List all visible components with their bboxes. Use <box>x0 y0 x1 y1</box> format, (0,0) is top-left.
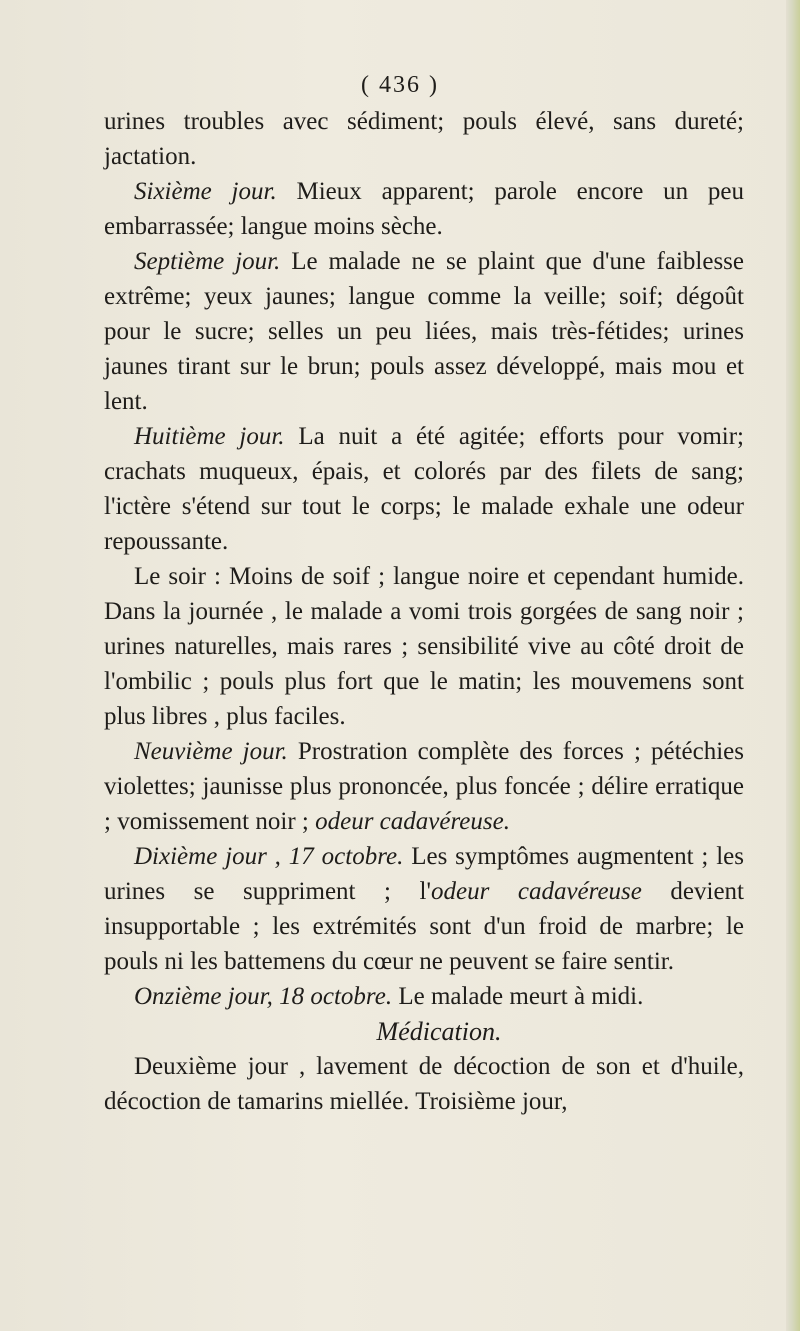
paragraph-sixieme: Sixième jour. Mieux apparent; parole encore un peu embarrassée; langue moins sèche. <box>104 178 745 240</box>
paragraph-neuvieme: Neuvième jour. Prostration complète des forces ; pétéchies violettes; jaunisse plus prononcée, plus foncée ; délire erratique ; vomissement noir ; odeur cadavéreuse. <box>104 738 744 835</box>
page-edge <box>786 0 800 1331</box>
body-text <box>104 104 744 1119</box>
section-heading: Médication. <box>376 1017 502 1046</box>
paragraph-septieme: Septième jour. Le malade ne se plaint que d'une faiblesse extrême; yeux jaunes; langue comme la veille; soif; dégoût pour le sucre; selles un peu liées, mais très-fétides; urines jaunes tirant sur le brun; pouls assez développé, mais mou et lent. <box>104 248 745 415</box>
paragraph-le-soir: Le soir : Moins de soif ; langue noire et cependant humide. Dans la journée , le malade a vomi trois gorgées de sang noir ; urines naturelles, mais rares ; sensibilité vive au côté droit de l'ombilic ; pouls plus fort que le matin; les mouvemens sont plus libres , plus faciles. <box>104 563 744 730</box>
paragraph-medication: Deuxième jour , lavement de décoction de son et d'huile, décoction de tamarins miellée. Troisième jour, <box>104 1053 744 1115</box>
paragraph-1: urines troubles avec sédiment; pouls élevé, sans dureté; jactation. <box>104 108 744 170</box>
paragraph-onzieme: Onzième jour, 18 octobre. Le malade meurt à midi. <box>134 983 644 1010</box>
page-number: ( 436 ) <box>361 72 439 98</box>
paragraph-huitieme: Huitième jour. La nuit a été agitée; efforts pour vomir; crachats muqueux, épais, et colorés par des filets de sang; l'ictère s'étend sur tout le corps; le malade exhale une odeur repoussante. <box>104 423 745 555</box>
paragraph-dixieme: Dixième jour , 17 octobre. Les symptômes augmentent ; les urines se suppriment ; l'odeur cadavéreuse devient insupportable ; les extrémités sont d'un froid de marbre; le pouls ni les battemens du cœur ne peuvent se faire sentir. <box>104 843 745 975</box>
